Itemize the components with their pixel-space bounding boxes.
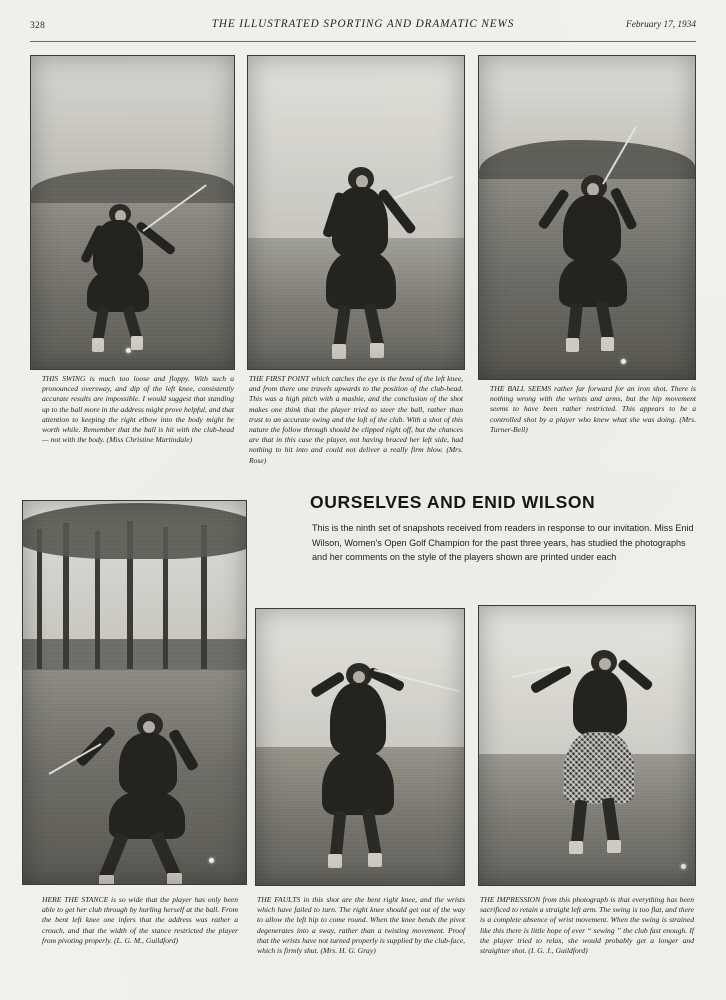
golf-ball-icon: [681, 864, 686, 869]
photo-4: [22, 500, 247, 885]
caption-2-text: which catches the eye is the bend of the left knee, and from there one travels upwards to the position of the club-head. This was a high pitch with a mashie, and the conclusion of the shot makes one think that the player tried to steer the ball, rather than trust to an accurate swing and the loft of the club. With a shot of this nature the follow through should be clipped right off, but the chances are that in this case the player, not having braced her left side, had nothing to hit into and could not deliver a really firm blow. (Mrs. Rose): [249, 374, 463, 465]
caption-4-lead: HERE THE STANCE: [42, 895, 109, 904]
caption-3-text: rather far forward for an iron shot. There is nothing wrong with the wrists and arms, but the hip movement seems to have been rather restricted. This appears to be a controlled shot by a player who knew what she was doing. (Mrs. Turner-Bell): [490, 384, 696, 434]
photo-5: [255, 608, 465, 886]
caption-2: [249, 374, 463, 466]
caption-1-text: is much too loose and floppy. With such a pronounced oversway, and dip of the left knee, consistently accurate results are impossible. I would suggest that standing up to the ball more in the address might prove helpful, and that attention to keeping the right elbow into the body might be worth while. Remember that the ball is hit with the club-head — not with the body. (Miss Christine Martindale): [42, 374, 234, 445]
header-rule: [30, 41, 696, 42]
page-number: 328: [30, 21, 46, 31]
caption-4-text: is so wide that the player has only been able to get her club through by hurling herself at the ball. From the bent left knee one infers that the address was rather a crouch, and that the width of the stance restricted the player from pivoting properly. (L. G. M., Guildford): [42, 895, 239, 945]
caption-5: [257, 895, 465, 956]
caption-1: [42, 374, 234, 445]
caption-3-lead: THE BALL SEEMS: [490, 384, 552, 393]
caption-6-lead: THE IMPRESSION: [480, 895, 541, 904]
caption-6: [480, 895, 694, 956]
caption-6-text: from this photograph is that everything has been sacrificed to retain a straight left arm. The swing is too flat, and there is a complete absence of wrist movement. When the swing is strained like this there is little hope of ever “ sewing ” the club fast enough. If the player tried to relax, she would probably get a longer and straighter shot. (I. G. J., Guildford): [480, 895, 694, 956]
golf-ball-icon: [209, 858, 214, 863]
photo-2: [247, 55, 465, 370]
photo-1: [30, 55, 235, 370]
caption-1-lead: THIS SWING: [42, 374, 86, 383]
page-header: [30, 18, 696, 38]
issue-date: February 17, 1934: [626, 20, 696, 30]
publication-title: THE ILLUSTRATED SPORTING AND DRAMATIC NEWS: [211, 18, 515, 30]
photo-6: [478, 605, 696, 886]
article-intro: This is the ninth set of snapshots received from readers in response to our invitation. Miss Enid Wilson, Women's Open Golf Champion for the past three years, has studied the photographs and her comments on the style of the players shown are printed under each: [312, 523, 694, 563]
caption-2-lead: THE FIRST POINT: [249, 374, 310, 383]
caption-3: [490, 384, 696, 435]
caption-4: [42, 895, 238, 946]
caption-5-lead: THE FAULTS: [257, 895, 301, 904]
photo-3: [478, 55, 696, 380]
golf-ball-icon: [621, 359, 626, 364]
golf-ball-icon: [126, 348, 131, 353]
article-title: OURSELVES AND ENID WILSON: [310, 492, 596, 512]
caption-5-text: in this shot are the bent right knee, and the wrists which have failed to turn. The right knee should get out of the way to allow the left hip to come round. When the knee bends the pivot degenerates into a sway, rather than a twisting movement. Proof that the wrists have not turned properly is supplied by the club-face, which is firmly shut. (Mrs. H. G. Gray): [257, 895, 465, 956]
